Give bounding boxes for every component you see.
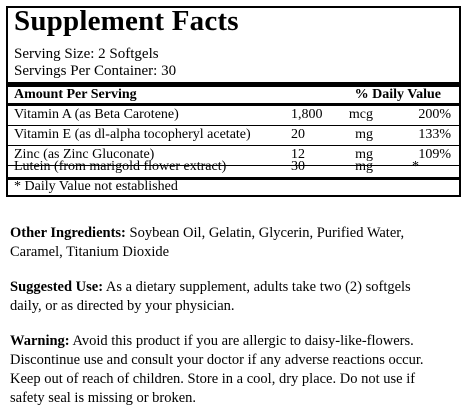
other-ingredients	[10, 224, 465, 262]
nutrient-row	[8, 158, 459, 177]
amount-qty: 20	[291, 127, 305, 142]
warning-text: safety seal is missing or broken.	[10, 390, 197, 406]
amount-qty: 12	[291, 147, 305, 162]
amount-unit: mg	[355, 127, 373, 142]
suggested-use	[10, 278, 465, 316]
amount-per-serving-header: Amount Per Serving	[14, 87, 137, 102]
amount-unit: mg	[355, 159, 373, 174]
nutrient-dv: 200%	[418, 107, 451, 122]
warning-text: Discontinue use and consult your doctor if any adverse reactions occur.	[10, 352, 424, 368]
servings-per-container: Servings Per Container: 30	[14, 63, 177, 79]
nutrient-dv: 133%	[418, 127, 451, 142]
amount-qty: 1,800	[291, 107, 323, 122]
suggested-use-text: As a dietary supplement, adults take two (2) softgels	[103, 279, 411, 295]
amount-qty: 30	[291, 159, 305, 174]
warning-text: Keep out of reach of children. Store in a cool, dry place. Do not use if	[10, 371, 416, 387]
nutrient-amount	[291, 127, 373, 143]
nutrient-amount	[291, 107, 373, 123]
warning	[10, 332, 465, 408]
warning-label: Warning:	[10, 333, 70, 349]
other-ingredients-text: Caramel, Titanium Dioxide	[10, 244, 170, 260]
nutrient-row	[8, 106, 459, 125]
other-ingredients-text: Soybean Oil, Gelatin, Glycerin, Purified Water,	[125, 225, 405, 241]
nutrient-name: Lutein (from marigold flower extract)	[14, 159, 227, 174]
nutrient-row	[8, 126, 459, 145]
nutrient-name: Vitamin E (as dl-alpha tocopheryl acetate)	[14, 127, 251, 142]
amount-unit: mcg	[348, 107, 373, 122]
suggested-use-text: daily, or as directed by your physician.	[10, 298, 235, 314]
suggested-use-label: Suggested Use:	[10, 279, 104, 295]
serving-size: Serving Size: 2 Softgels	[14, 46, 159, 62]
warning-text: Avoid this product if you are allergic to daisy-like-flowers.	[69, 333, 414, 349]
nutrient-name: Zinc (as Zinc Gluconate)	[14, 147, 155, 162]
daily-value-header: % Daily Value	[354, 87, 441, 102]
nutrient-dv: *	[412, 159, 419, 174]
daily-value-footnote: * Daily Value not established	[14, 179, 178, 194]
nutrient-dv: 109%	[418, 147, 451, 162]
amount-unit: mg	[355, 147, 373, 162]
supplement-facts-panel	[6, 6, 461, 197]
other-ingredients-label: Other Ingredients:	[10, 225, 126, 241]
nutrient-name: Vitamin A (as Beta Carotene)	[14, 107, 179, 122]
panel-title: Supplement Facts	[14, 5, 239, 37]
nutrient-amount	[291, 159, 373, 175]
